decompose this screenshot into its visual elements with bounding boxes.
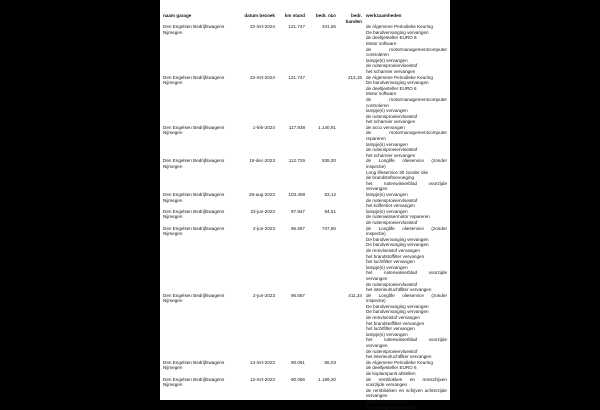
work-items-cell xyxy=(362,158,447,192)
visit-date-cell: 28-aug-2023 xyxy=(248,192,275,197)
werkzaamheden-line: het ruitenwisserblad voorzijde vervangen xyxy=(366,337,447,349)
work-items-cell xyxy=(362,209,447,226)
garage-name-cell: Den Engelsen Bedrijfswagens Nijmegen xyxy=(163,158,225,170)
column-header-bedr-ro: bedr. r&o xyxy=(315,13,336,18)
work-items-cell xyxy=(362,125,447,159)
garage-name-cell: Den Engelsen Bedrijfswagens Nijmegen xyxy=(163,208,225,220)
werkzaamheden-line: het scharnier vervangen xyxy=(366,68,416,74)
work-items-cell xyxy=(362,192,447,209)
table-row xyxy=(163,24,447,74)
table-row xyxy=(163,158,447,192)
table-row xyxy=(163,377,447,410)
werkzaamheden-line: het brandstoffilter vervangen xyxy=(366,320,425,326)
werkzaamheden-line: De bandvervanging vervangen xyxy=(366,242,429,248)
repair-amount-cell: 94,51 xyxy=(324,208,336,214)
werkzaamheden-line: het luchtfilter vervangen xyxy=(366,259,415,265)
visit-date-cell: 1-feb-2024 xyxy=(252,124,275,130)
odometer-cell: 96.557 xyxy=(290,292,305,298)
odometer-cell: 97.947 xyxy=(290,208,305,214)
garage-name-cell: Den Engelsen Bedrijfswagens Nijmegen xyxy=(163,376,225,388)
werkzaamheden-line: de deeltjesteller EURO 6 xyxy=(366,365,417,371)
werkzaamheden-line: Motor software xyxy=(366,91,397,97)
werkzaamheden-line: de Longlife olieservice (zonder inspectie) xyxy=(366,158,447,170)
table-row xyxy=(163,75,447,125)
werkzaamheden-line: De bandvervanging vervangen xyxy=(366,80,429,86)
werkzaamheden-line: de ruitensproeiervloeistof xyxy=(366,113,418,119)
werkzaamheden-line: de deeltjesteller EURO 6 xyxy=(366,85,417,91)
werkzaamheden-line: de koplampunit afstellen xyxy=(366,371,416,376)
werkzaamheden-line: Long lifeservice 30 zonder olie xyxy=(366,169,429,175)
werkzaamheden-line: de Longlife olieservice (zonder inspectie) xyxy=(366,292,447,304)
werkzaamheden-line: de ruitensproeiervloeistof xyxy=(366,348,418,354)
work-items-cell xyxy=(362,293,447,360)
letterbox-right xyxy=(450,0,600,400)
garage-name-cell: Den Engelsen Bedrijfswagens Nijmegen xyxy=(163,124,225,136)
column-header-km-stand: km stand xyxy=(284,13,305,18)
werkzaamheden-line: de Algemene Periodieke Keuring xyxy=(366,74,433,80)
visit-date-cell: 13-mrt-2023 xyxy=(249,376,275,382)
table-row xyxy=(163,226,447,293)
odometer-cell: 90.061 xyxy=(290,359,305,365)
repair-amount-cell: 55,03 xyxy=(324,359,336,365)
werkzaamheden-line: het ruitenwisserblad voorzijde vervangen xyxy=(366,180,447,192)
werkzaamheden-line: lampje(s) vervangen xyxy=(366,192,408,197)
werkzaamheden-line: de ruitensproeiervloeistof xyxy=(366,197,418,203)
repair-amount-cell: 1.189,20 xyxy=(318,376,336,382)
werkzaamheden-line: de remblokken en remschijven voorzijde vervangen xyxy=(366,376,447,388)
column-header-werkzaamheden: werkzaamheden xyxy=(366,13,402,18)
visit-date-cell: 19-dec-2023 xyxy=(249,158,275,164)
letterbox-left xyxy=(0,0,160,400)
visit-date-cell: 23-jun-2023 xyxy=(250,208,275,214)
table-row xyxy=(163,293,447,360)
werkzaamheden-line: de ruitensproeiervloeistof xyxy=(366,281,418,287)
werkzaamheden-line: de ruitensproeiervloeistof xyxy=(366,404,418,410)
werkzaamheden-line: lampje(s) vervangen xyxy=(366,57,408,63)
odometer-cell: 96.557 xyxy=(290,225,305,231)
table-row xyxy=(163,360,447,377)
table-row xyxy=(163,125,447,159)
visit-date-cell: 2-jun-2023 xyxy=(253,292,275,298)
visit-date-cell: 22-mrt-2024 xyxy=(249,24,275,30)
werkzaamheden-line: de ruitenwissermotor repareren xyxy=(366,214,430,220)
repair-amount-cell: 747,50 xyxy=(321,225,336,231)
odometer-cell: 121.747 xyxy=(288,74,305,80)
werkzaamheden-line: de ruitensproeiervloeistof xyxy=(366,147,418,153)
visit-date-cell: 22-mrt-2024 xyxy=(249,74,275,80)
repair-amount-cell: 341,65 xyxy=(321,24,336,30)
odometer-cell: 112.726 xyxy=(288,158,305,164)
werkzaamheden-line: de Longlife olieservice (zonder inspectie) xyxy=(366,225,447,237)
werkzaamheden-line: lampje(s) vervangen xyxy=(366,264,408,270)
column-header-naam-garage: naam garage xyxy=(163,13,192,18)
repair-amount-cell: 539,20 xyxy=(321,158,336,164)
werkzaamheden-line: lampje(s) vervangen xyxy=(366,398,408,404)
werkzaamheden-line: het interieurluchtfilter vervangen xyxy=(366,287,432,293)
garage-name-cell: Den Engelsen Bedrijfswagens Nijmegen xyxy=(163,359,225,371)
werkzaamheden-line: de deeltjesteller EURO 6 xyxy=(366,35,417,41)
werkzaamheden-line: de Algemene Periodieke Keuring xyxy=(366,24,433,30)
repair-amount-cell: 63,12 xyxy=(324,192,336,197)
tires-amount-cell: 213,15 xyxy=(347,74,362,80)
werkzaamheden-line: lampje(s) vervangen xyxy=(366,331,408,337)
werkzaamheden-line: de ruitensproeiervloeistof xyxy=(366,219,418,225)
werkzaamheden-line: het kofferslot vervangen xyxy=(366,203,415,209)
werkzaamheden-line: het luchtfilter vervangen xyxy=(366,326,415,332)
werkzaamheden-line: De bandvervanging vervangen xyxy=(366,303,429,309)
work-items-cell xyxy=(362,226,447,293)
tires-amount-cell: 411,34 xyxy=(348,292,362,298)
werkzaamheden-line: De bandvervanging vervangen xyxy=(366,309,429,315)
garage-name-cell: Den Engelsen Bedrijfswagens Nijmegen xyxy=(163,292,225,304)
table-row xyxy=(163,192,447,209)
werkzaamheden-line: de remvloeistof vervangen xyxy=(366,315,420,321)
werkzaamheden-line: de remvloeistof vervangen xyxy=(366,247,420,253)
werkzaamheden-line: de ruitensproeiervloeistof xyxy=(366,63,418,69)
werkzaamheden-line: de remblokken en schijven achterzijde vervangen xyxy=(366,387,447,399)
work-items-cell xyxy=(362,24,447,74)
werkzaamheden-line: De bandvervanging vervangen xyxy=(366,236,429,242)
werkzaamheden-line: lampje(s) vervangen xyxy=(366,141,408,147)
column-header-datum-bezoek: datum bezoek xyxy=(244,13,275,18)
column-header-bedr-banden: bedr. banden xyxy=(345,13,362,24)
werkzaamheden-line: lampje(s) vervangen xyxy=(366,108,408,114)
werkzaamheden-line: het scharnier vervangen xyxy=(366,152,416,158)
table-body xyxy=(163,24,447,410)
werkzaamheden-line: de brandstoftoevoeging xyxy=(366,175,415,181)
table-header-row xyxy=(163,13,447,24)
garage-name-cell: Den Engelsen Bedrijfswagens Nijmegen xyxy=(163,225,225,237)
werkzaamheden-line: het scharnier vervangen xyxy=(366,119,416,125)
werkzaamheden-line: de accu vervangen xyxy=(366,124,405,130)
werkzaamheden-line: het brandstoffilter vervangen xyxy=(366,253,425,259)
garage-name-cell: Den Engelsen Bedrijfswagens Nijmegen xyxy=(163,74,225,86)
garage-name-cell: Den Engelsen Bedrijfswagens Nijmegen xyxy=(163,192,225,203)
werkzaamheden-line: het ruitenwisserblad voorzijde vervangen xyxy=(366,270,447,281)
odometer-cell: 121.747 xyxy=(288,24,305,30)
work-items-cell xyxy=(362,360,447,377)
repair-amount-cell: 1.140,91 xyxy=(318,124,336,130)
visit-date-cell: 14-mrt-2023 xyxy=(249,359,275,365)
werkzaamheden-line: Motor software xyxy=(366,40,397,46)
werkzaamheden-line: de motormanagementcomputer repareren xyxy=(366,130,447,142)
visit-date-cell: 2-jun-2023 xyxy=(253,225,275,231)
odometer-cell: 117.938 xyxy=(288,124,305,130)
garage-name-cell: Den Engelsen Bedrijfswagens Nijmegen xyxy=(163,24,225,35)
maintenance-history-page xyxy=(160,0,450,410)
werkzaamheden-line: het interieurluchtfilter vervangen xyxy=(366,354,432,360)
table-row xyxy=(163,209,447,226)
odometer-cell: 103.408 xyxy=(288,192,305,197)
odometer-cell: 90.056 xyxy=(290,376,305,382)
work-items-cell xyxy=(362,377,447,410)
work-items-cell xyxy=(362,75,447,125)
werkzaamheden-line: lampje(s) vervangen xyxy=(366,208,408,214)
werkzaamheden-line: de motormanagementcomputer controleren xyxy=(366,96,447,108)
werkzaamheden-line: de Algemene Periodieke Keuring xyxy=(366,359,433,365)
werkzaamheden-line: De bandvervanging vervangen xyxy=(366,29,429,35)
werkzaamheden-line: de motormanagementcomputer controleren xyxy=(366,46,447,58)
